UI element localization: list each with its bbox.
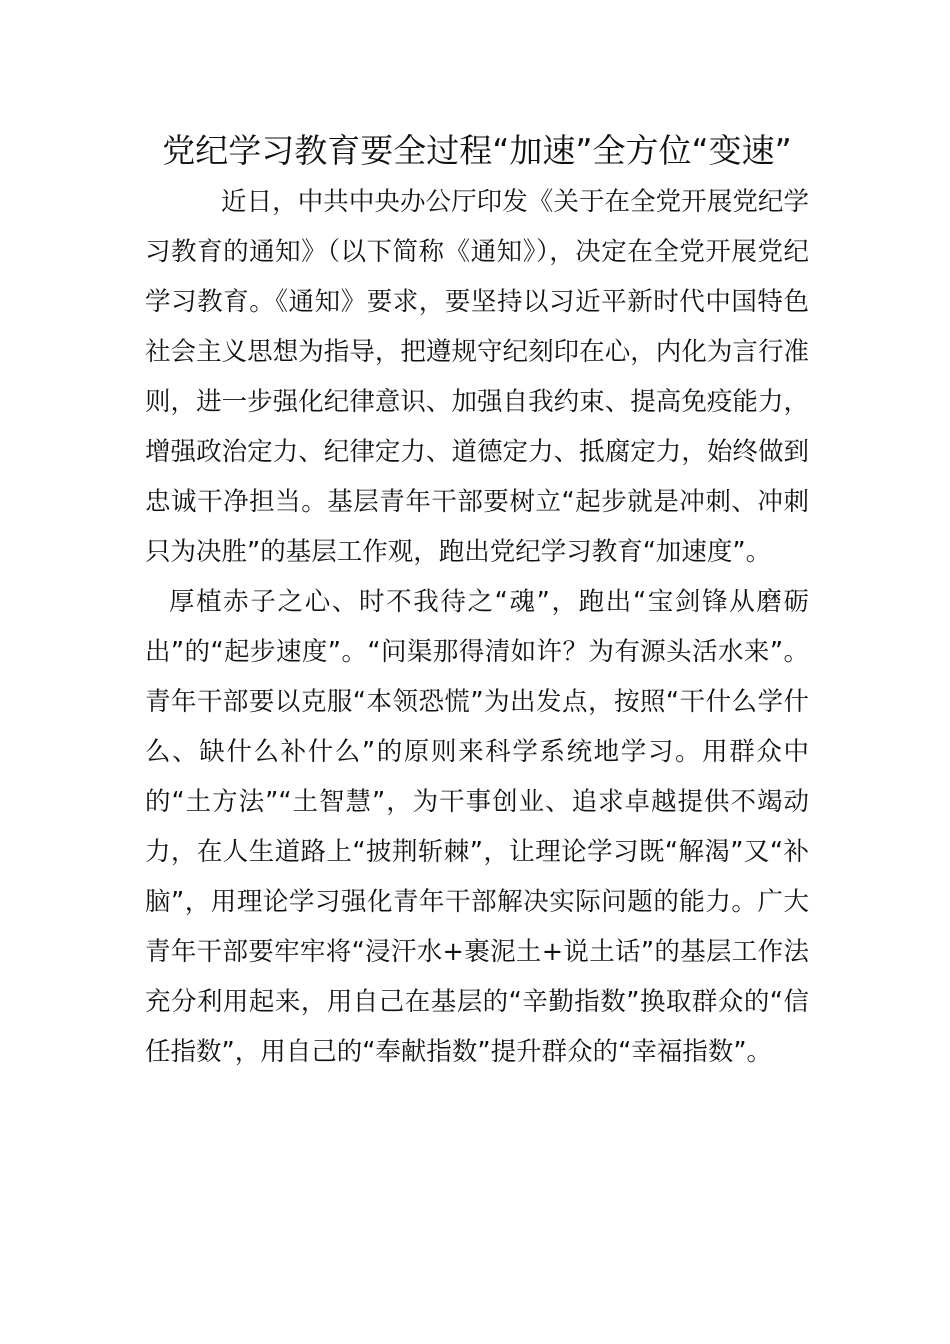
document-title: 党纪学习教育要全过程“加速”全方位“变速” <box>162 131 792 170</box>
paragraph-1: 近日，中共中央办公厅印发《关于在全党开展党纪学习教育的通知》（以下简称《通知》），决定在全党开展党纪学习教育。《通知》要求，要坚持以习近平新时代中国特色社会主义思想为指导，把遵规守纪刻印在心，内化为言行准则，进一步强化纪律意识、加强自我约束、提高免疫能力，增强政治定力、纪律定力、道德定力、抵腐定力，始终做到忠诚干净担当。基层青年干部要树立“起步就是冲刺、冲刺只为决胜”的基层工作观，跑出党纪学习教育“加速度”。 <box>145 187 809 567</box>
document-page <box>145 128 809 1077</box>
paragraph-2: 厚植赤子之心、时不我待之“魂”，跑出“宝剑锋从磨砺出”的“起步速度”。“问渠那得清如许？为有源头活水来”。青年干部要以克服“本领恐慌”为出发点，按照“干什么学什么、缺什么补什么”的原则来科学系统地学习。用群众中的“土方法”“土智慧”，为干事创业、追求卓越提供不竭动力，在人生道路上“披荆斩棘”，让理论学习既“解渴”又“补脑”，用理论学习强化青年干部解决实际问题的能力。广大青年干部要牢牢将“浸汗水+裹泥土+说土话”的基层工作法充分利用起来，用自己在基层的“辛勤指数”换取群众的“信任指数”，用自己的“奉献指数”提升群众的“幸福指数”。 <box>145 587 809 1067</box>
